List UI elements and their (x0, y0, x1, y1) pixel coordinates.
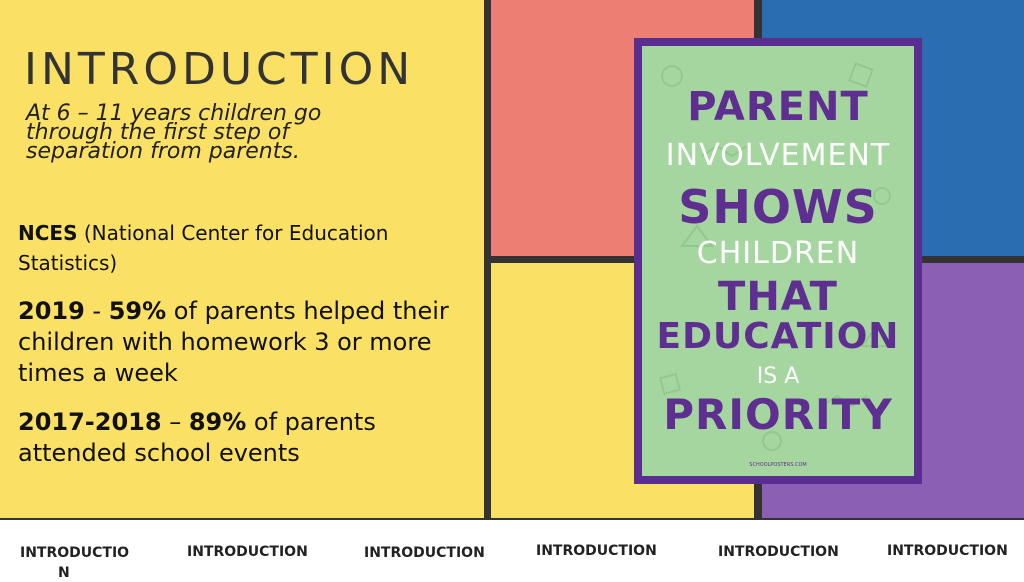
parent-involvement-poster (634, 38, 922, 484)
nces-line (18, 218, 458, 278)
poster-word-shows: SHOWS (678, 180, 878, 234)
poster-word-that: THAT (718, 274, 838, 320)
nav-link-introduction-3[interactable]: INTRODUCTION (364, 545, 485, 561)
stat1-text: of parents helped their children with homework 3 or more times a week (18, 297, 449, 387)
nav-link-introduction-2[interactable]: INTRODUCTION (187, 544, 308, 560)
poster-credit: SCHOOLPOSTERS.COM (749, 462, 807, 468)
stat2-year: 2017-2018 (18, 408, 162, 436)
stat1-year: 2019 (18, 297, 85, 325)
poster-word-parent: PARENT (687, 84, 869, 130)
stat2-percent: 89% (188, 408, 247, 436)
stat1-separator: - (84, 297, 109, 325)
poster-word-involvement: INVOLVEMENT (665, 138, 891, 173)
nces-label: NCES (18, 221, 78, 245)
stat2-separator: – (161, 408, 189, 436)
stat1-percent: 59% (108, 297, 167, 325)
nav-link-introduction-5[interactable]: INTRODUCTION (718, 544, 839, 560)
nav-link-introduction-6[interactable]: INTRODUCTION (887, 543, 1008, 559)
nces-description: (National Center for Education Statistics) (18, 221, 389, 275)
stat-2019 (18, 296, 458, 389)
slide-subtitle: At 6 – 11 years children go through the first step of separation from parents. (26, 101, 322, 164)
poster-word-children: CHILDREN (696, 236, 860, 271)
poster-background (642, 46, 914, 476)
poster-word-is-a: IS A (756, 364, 800, 389)
stat-2017-2018 (18, 407, 458, 469)
nav-link-introduction-4[interactable]: INTRODUCTION (536, 543, 657, 559)
poster-word-priority: PRIORITY (663, 390, 893, 439)
nav-link-introduction-1-wrap[interactable]: N (58, 565, 70, 581)
stat2-text: of parents attended school events (18, 408, 376, 467)
bottom-navigation (0, 518, 1024, 581)
body-text (18, 218, 458, 469)
poster-word-education: EDUCATION (656, 316, 900, 357)
nav-link-introduction-1[interactable]: INTRODUCTIO (20, 545, 130, 561)
slide-title: INTRODUCTION (24, 44, 415, 95)
